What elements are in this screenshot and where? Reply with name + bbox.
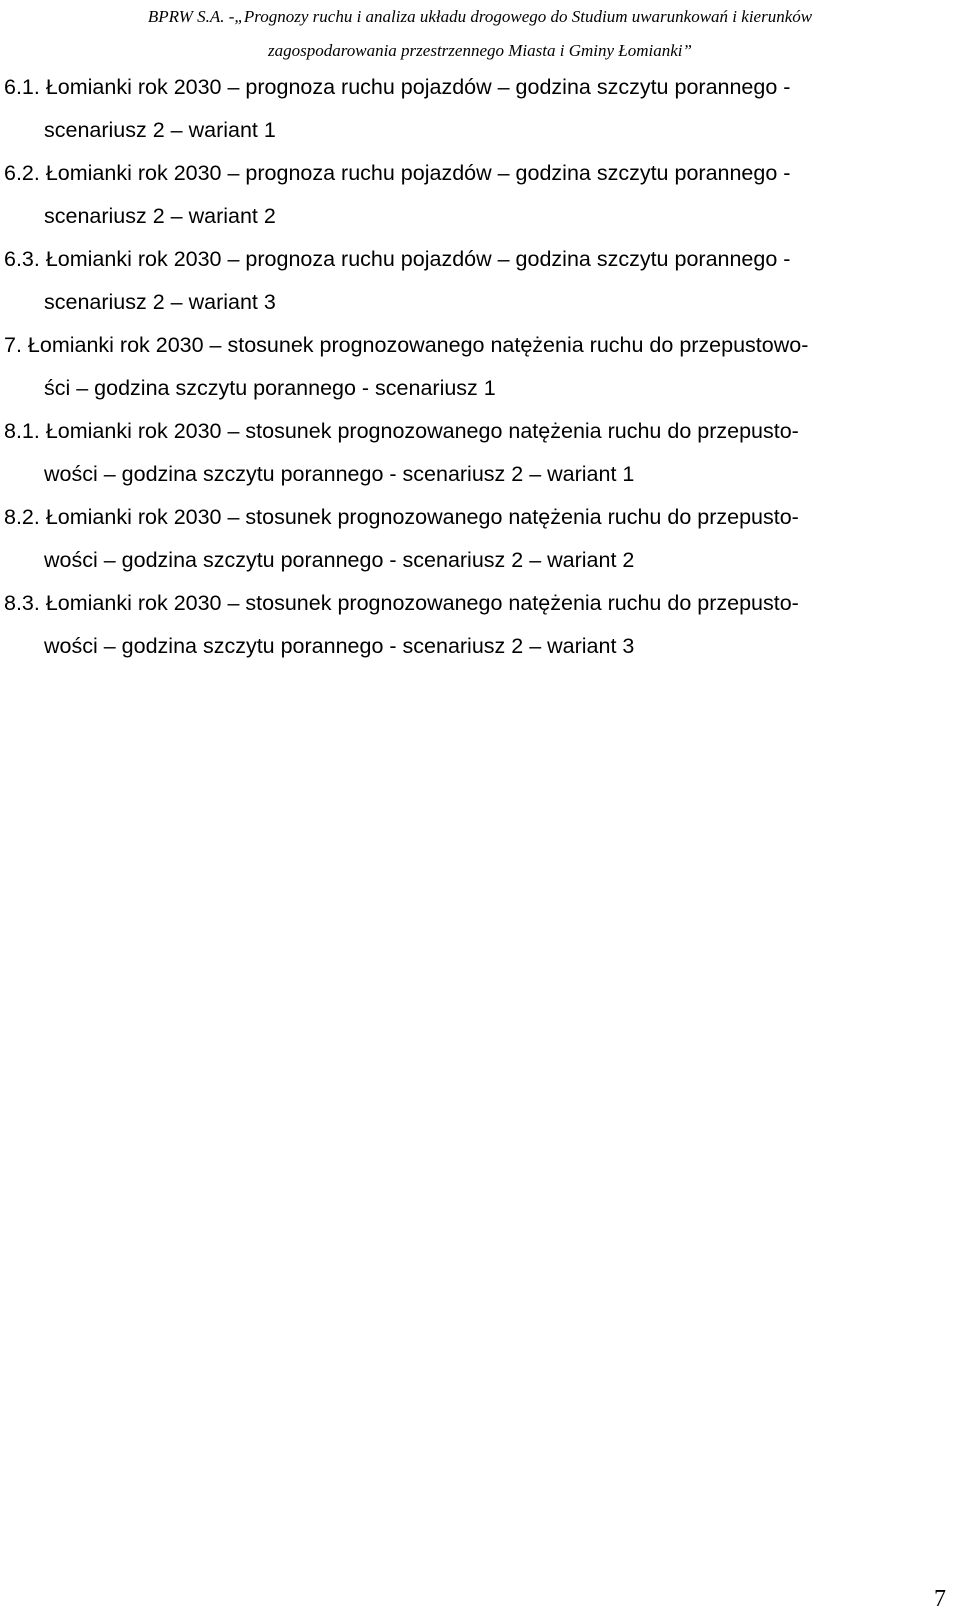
list-item-line: scenariusz 2 – wariant 2: [44, 204, 276, 228]
list-item-line: 7. Łomianki rok 2030 – stosunek prognozowanego natężenia ruchu do przepustowo-: [4, 333, 809, 357]
list-item: [0, 66, 960, 152]
list-item-line: 8.1. Łomianki rok 2030 – stosunek prognozowanego natężenia ruchu do przepusto-: [4, 419, 799, 443]
header-line-1: BPRW S.A. -„Prognozy ruchu i analiza układu drogowego do Studium uwarunkowań i kierunków: [147, 7, 813, 26]
list-item-line: scenariusz 2 – wariant 3: [44, 290, 276, 314]
list-item-line: 6.2. Łomianki rok 2030 – prognoza ruchu pojazdów – godzina szczytu porannego -: [4, 161, 791, 185]
list-item: [0, 238, 960, 324]
page-header: [0, 0, 960, 68]
list-item: [0, 152, 960, 238]
list-item: [0, 410, 960, 496]
list-item-line: wości – godzina szczytu porannego - scenariusz 2 – wariant 3: [44, 634, 635, 658]
list-item: [0, 496, 960, 582]
figure-list: [0, 66, 960, 668]
list-item: [0, 582, 960, 668]
list-item: [0, 324, 960, 410]
list-item-line: wości – godzina szczytu porannego - scenariusz 2 – wariant 2: [44, 548, 635, 572]
header-line-2: zagospodarowania przestrzennego Miasta i Gminy Łomianki”: [268, 41, 692, 60]
page-number: 7: [934, 1586, 946, 1612]
list-item-line: scenariusz 2 – wariant 1: [44, 118, 276, 142]
list-item-line: 6.1. Łomianki rok 2030 – prognoza ruchu pojazdów – godzina szczytu porannego -: [4, 75, 791, 99]
list-item-line: 6.3. Łomianki rok 2030 – prognoza ruchu pojazdów – godzina szczytu porannego -: [4, 247, 791, 271]
list-item-line: ści – godzina szczytu porannego - scenariusz 1: [44, 376, 496, 400]
list-item-line: 8.2. Łomianki rok 2030 – stosunek prognozowanego natężenia ruchu do przepusto-: [4, 505, 799, 529]
list-item-line: 8.3. Łomianki rok 2030 – stosunek prognozowanego natężenia ruchu do przepusto-: [4, 591, 799, 615]
list-item-line: wości – godzina szczytu porannego - scenariusz 2 – wariant 1: [44, 462, 635, 486]
